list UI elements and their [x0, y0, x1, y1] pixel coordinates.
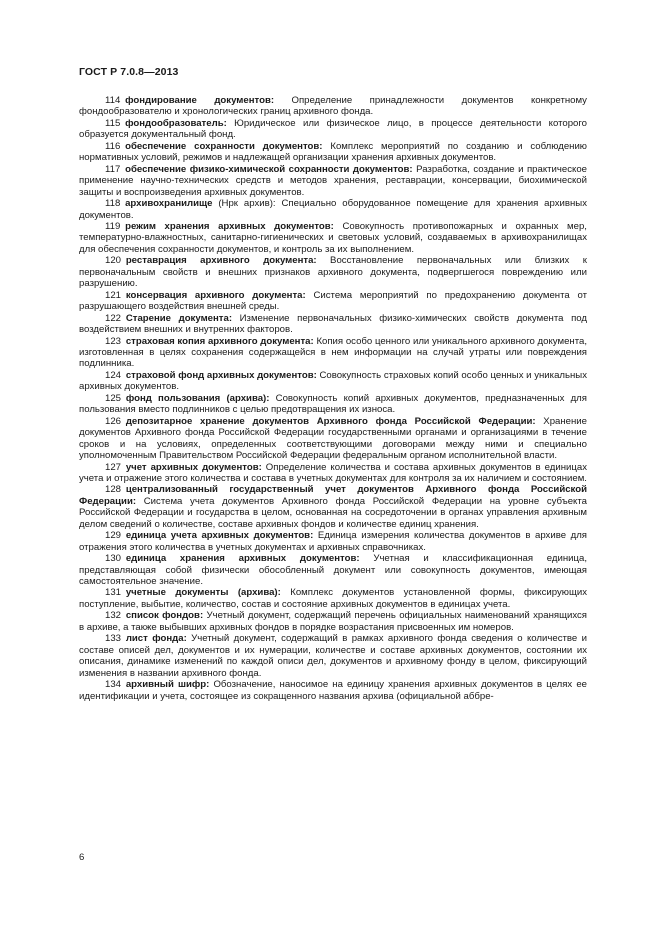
term-entry	[79, 553, 587, 587]
term-number: 119	[105, 220, 121, 232]
term-number: 129	[105, 530, 122, 542]
term-definition: Единица измерения количества документов в архиве для отражения этого количества в учетных документах и архивных справочниках.	[79, 530, 587, 553]
term-name: единица хранения архивных документов:	[125, 553, 360, 565]
term-number: 126	[105, 415, 122, 427]
term-definition: Восстановление первоначальных или близких к первоначальным свойств и внешних признаков архивного документа, подвергшегося повреждению или разрушению.	[79, 255, 587, 290]
term-definition: Совокупность противопожарных и охранных мер, температурно-влажностных, санитарно-гигиенических и световых условий, создаваемых в архивохранилищах для обеспечения сохранности документов, и контроль за их выполнением.	[79, 220, 587, 255]
term-definition: Обозначение, наносимое на единицу хранения архивных документов в целях ее идентификации и учета, состоящее из сокращенного названия архива (официальной аббре-	[79, 679, 587, 702]
term-entry	[79, 587, 587, 610]
term-name: единица учета архивных документов:	[125, 530, 314, 542]
term-entry	[79, 141, 587, 164]
term-definition: Учетная и классификационная единица, представляющая собой физически обособленный документ или совокупность документов, имеющая самостоятельное значение.	[79, 553, 587, 588]
term-name: централизованный государственный учет документов Архивного фонда Российской Федерации:	[79, 484, 587, 507]
term-entry	[79, 221, 587, 255]
term-number: 117	[105, 163, 121, 175]
term-definition: Определение количества и состава архивных документов в единицах учета и отражение этого количества и состава в учетных документах для контроля за их наличием и состоянием.	[79, 461, 587, 484]
term-entry	[79, 290, 587, 313]
term-definition: Копия особо ценного или уникального архивного документа, изготовленная в целях сохранения содержащейся в нем информации на случай утраты или повреждения подлинника.	[79, 335, 588, 370]
term-name: обеспечение физико-химической сохранности документов:	[125, 163, 413, 175]
term-entry	[79, 336, 587, 370]
term-entry	[79, 198, 587, 221]
term-entry	[79, 484, 587, 530]
term-name: реставрация архивного документа:	[125, 255, 317, 267]
term-number: 124	[105, 369, 122, 381]
term-definition: (Нрк архив): Специально оборудованное помещение для хранения архивных документов.	[79, 198, 587, 221]
term-number: 127	[105, 461, 122, 473]
term-number: 132	[105, 610, 122, 622]
term-entry	[79, 95, 587, 118]
term-definition: Система мероприятий по предохранению документа от разрушающего воздействия внешней среды.	[79, 289, 587, 313]
term-number: 130	[105, 553, 122, 565]
term-entry	[79, 313, 587, 336]
term-name: архивохранилище	[125, 198, 213, 210]
term-entry	[79, 679, 587, 702]
term-name: страховой фонд архивных документов:	[125, 369, 317, 381]
term-definition: Изменение первоначальных физико-химических свойств документа под воздействием внешних и внутренних факторов.	[79, 312, 587, 336]
term-definition: Совокупность страховых копий особо ценных и уникальных архивных документов.	[79, 369, 587, 393]
term-name: режим хранения архивных документов:	[125, 220, 334, 232]
term-definition: Комплекс мероприятий по созданию и соблюдению нормативных условий, режимов и надлежащей организации хранения архивных документов.	[79, 140, 588, 164]
term-number: 115	[105, 117, 121, 129]
term-name: обеспечение сохранности документов:	[125, 140, 323, 152]
term-number: 116	[105, 140, 121, 152]
term-name: фондирование документов:	[125, 95, 275, 106]
term-definition: Хранение документов Архивного фонда Российской Федерации государственными органами и организациями в течение сроков и на условиях, определенных соответствующими договорами между ними и специально уполномоченным Правительством Российской Федерации федеральным органом исполнительной власти.	[79, 415, 587, 462]
term-name: учетные документы (архива):	[125, 587, 281, 599]
term-name: консервация архивного документа:	[125, 289, 306, 301]
term-entry	[79, 255, 587, 289]
standard-designation: ГОСТ Р 7.0.8—2013	[79, 66, 179, 78]
term-number: 114	[105, 95, 121, 106]
term-entry	[79, 393, 587, 416]
term-number: 125	[105, 392, 122, 404]
term-name: учет архивных документов:	[125, 461, 262, 473]
term-name: лист фонда:	[125, 633, 187, 645]
terms-list	[79, 95, 587, 702]
term-number: 118	[105, 198, 121, 210]
term-entry	[79, 370, 587, 393]
term-number: 121	[105, 289, 122, 301]
term-definition: Совокупность копий архивных документов, предназначенных для пользования вместо подлинников с целью предотвращения их износа.	[79, 392, 587, 416]
term-definition: Учетный документ, содержащий в рамках архивного фонда сведения о количестве и составе описей дел, документов и их нумерации, количестве и составе архивных документов, состоянии их описания, динамике изменений по каждой описи дел, документов и архивному фонду в целом, фиксирующий изменения в названии архивного фонда.	[79, 633, 587, 679]
term-name: список фондов:	[125, 610, 204, 622]
term-definition: Учетный документ, содержащий перечень официальных наименований хранящихся в архиве, а также выбывших архивных фондов в порядке возрастания присвоенных им номеров.	[79, 610, 588, 633]
term-definition: Разработка, создание и практическое применение научно-технических средств и методов хранения, реставрации, консервации, биохимической защиты и воспроизведения архивных документов.	[79, 163, 587, 198]
term-name: фонд пользования (архива):	[125, 392, 270, 404]
term-definition: Определение принадлежности документов конкретному фондообразователю и хронологических границ архивного фонда.	[79, 95, 587, 118]
term-name: страховая копия архивного документа:	[125, 335, 314, 347]
term-name: Старение документа:	[125, 312, 233, 324]
term-number: 122	[105, 312, 122, 324]
term-number: 123	[105, 335, 122, 347]
term-name: фондообразователь:	[125, 117, 227, 129]
term-entry	[79, 610, 587, 633]
term-definition: Комплекс документов установленной формы, фиксирующих поступление, выбытие, количество, состав и состояние архивных документов в единицах учета.	[79, 587, 587, 610]
term-name: депозитарное хранение документов Архивного фонда Российской Федерации:	[125, 415, 536, 427]
term-entry	[79, 633, 587, 679]
term-entry	[79, 462, 587, 485]
term-entry	[79, 164, 587, 198]
term-number: 133	[105, 633, 122, 645]
term-entry	[79, 118, 587, 141]
term-number: 128	[105, 484, 122, 496]
page-number: 6	[79, 852, 85, 863]
term-entry	[79, 416, 587, 462]
term-number: 120	[105, 255, 122, 267]
term-name: архивный шифр:	[125, 679, 210, 691]
term-number: 131	[105, 587, 122, 599]
term-entry	[79, 530, 587, 553]
term-definition: Юридическое или физическое лицо, в процессе деятельности которого образуется документальный фонд.	[79, 117, 588, 141]
term-number: 134	[105, 679, 122, 691]
term-definition: Система учета документов Архивного фонда Российской Федерации на уровне субъекта Российской Федерации и государства в целом, основанная на сосредоточении в органах управления архивным делом сведений о количестве, составе архивных фондов и количестве единиц хранения.	[79, 495, 587, 530]
